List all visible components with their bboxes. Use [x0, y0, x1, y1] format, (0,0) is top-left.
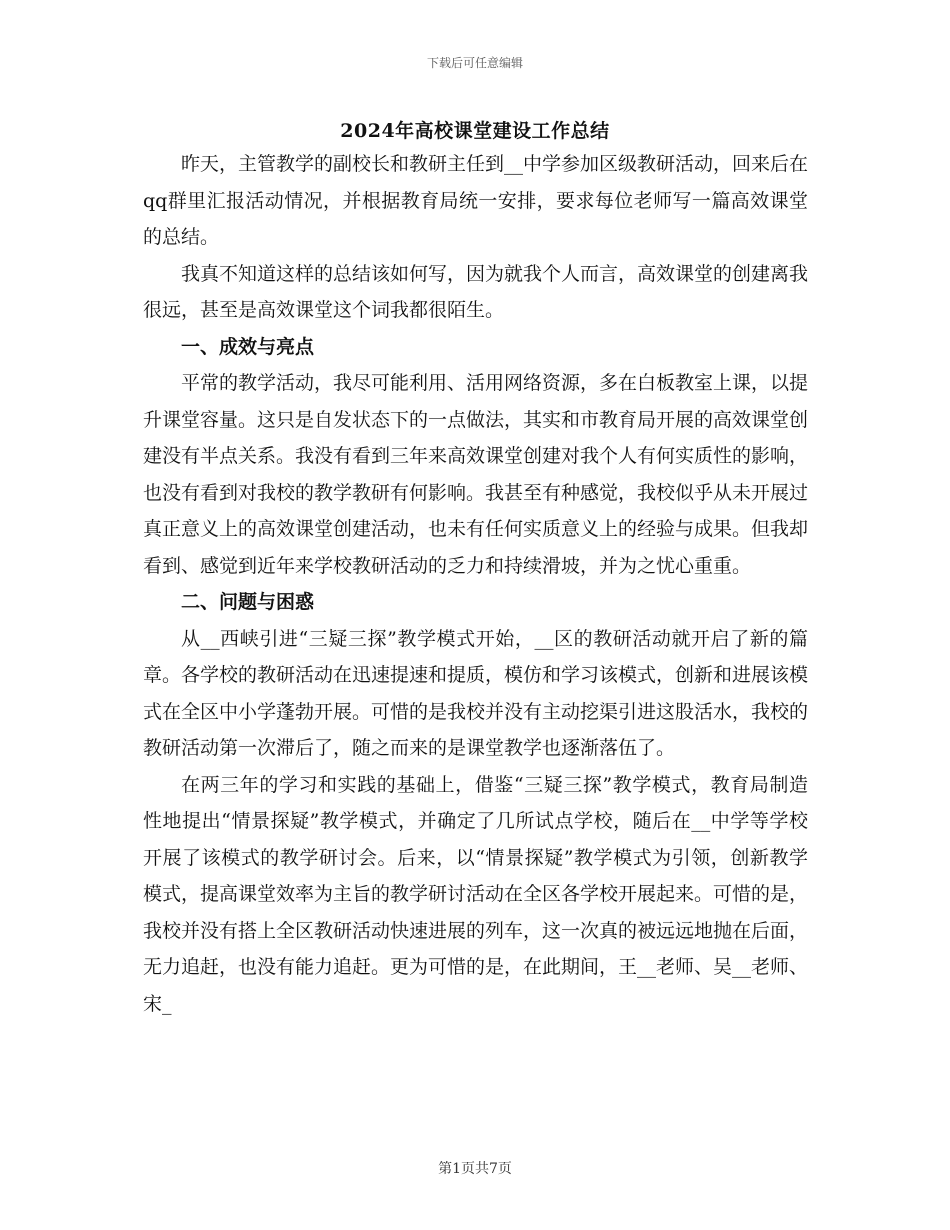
document-title: 2024年高校课堂建设工作总结	[340, 120, 610, 142]
document-body	[143, 146, 808, 1022]
paragraph: 昨天，主管教学的副校长和教研主任到__中学参加区级教研活动，回来后在qq群里汇报活动情况，并根据教育局统一安排，要求每位老师写一篇高效课堂的总结。	[143, 153, 809, 248]
paragraph: 在两三年的学习和实践的基础上，借鉴“三疑三探”教学模式，教育局制造性地提出“情景探疑”教学模式，并确定了几所试点学校，随后在__中学等学校开展了该模式的教学研讨会。后来，以“情景探疑”教学模式为引领，创新教学模式，提高课堂效率为主旨的教学研讨活动在全区各学校开展起来。可惜的是，我校并没有搭上全区教研活动快速进展的列车，这一次真的被远远地抛在后面，无力追赶，也没有能力追赶。更为可惜的是，在此期间，王__老师、吴__老师、宋_	[143, 773, 809, 1015]
paragraph: 从__西峡引进“三疑三探”教学模式开始，__区的教研活动就开启了新的篇章。各学校的教研活动在迅速提速和提质，模仿和学习该模式，创新和进展该模式在全区中小学蓬勃开展。可惜的是我校并没有主动挖渠引进这股活水，我校的教研活动第一次滞后了，随之而来的是课堂教学也逐渐落伍了。	[143, 627, 809, 759]
page-number: 第1页共7页	[438, 1161, 512, 1177]
paragraph: 我真不知道这样的总结该如何写，因为就我个人而言，高效课堂的创建离我很远，甚至是高效课堂这个词我都很陌生。	[143, 262, 809, 321]
paragraph: 平常的教学活动，我尽可能利用、活用网络资源，多在白板教室上课，以提升课堂容量。这只是自发状态下的一点做法，其实和市教育局开展的高效课堂创建没有半点关系。我没有看到三年来高效课堂创建对我个人有何实质性的影响，也没有看到对我校的教学教研有何影响。我甚至有种感觉，我校似乎从未开展过真正意义上的高效课堂创建活动，也未有任何实质意义上的经验与成果。但我却看到、感觉到近年来学校教研活动的乏力和持续滑坡，并为之忧心重重。	[143, 372, 809, 577]
page-header-note: 下载后可任意编辑	[426, 56, 523, 70]
section-heading-problems: 二、问题与困惑	[181, 591, 315, 613]
section-heading-achievements: 一、成效与亮点	[181, 335, 315, 358]
